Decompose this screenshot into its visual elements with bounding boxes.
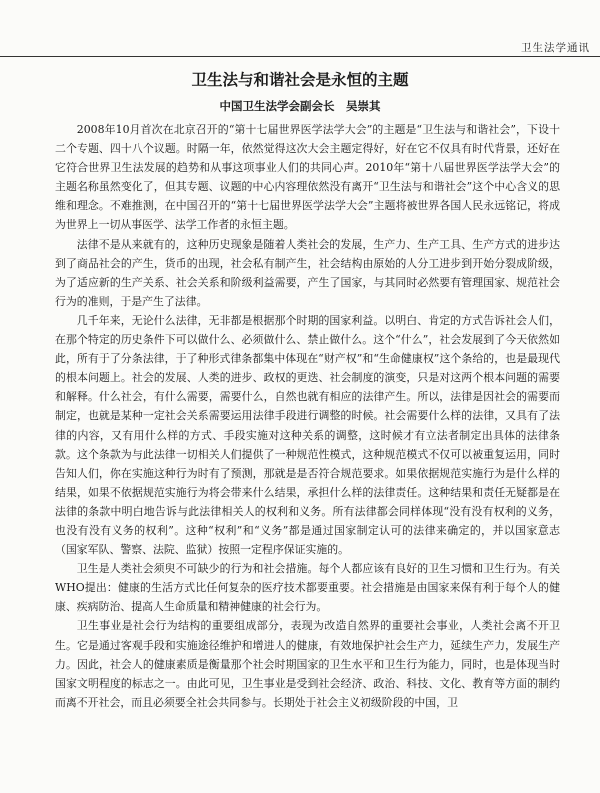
article-title: 卫生法与和谐社会是永恒的主题 <box>191 71 409 89</box>
paragraph: 法律不是从来就有的，这种历史现象是随着人类社会的发展，生产力、生产工具、生产方式的进步达到了商品社会的产生，货币的出现，社会私有制产生，社会结构由原始的人分工进步到开始分裂成阶级，为了适应新的生产关系、社会关系和阶级利益需要，产生了国家，与其同时必然要有管理国家、规范社会行为的准则，于是产生了法律。 <box>55 237 560 308</box>
paragraph: 2008年10月首次在北京召开的“第十七届世界医学法学大会”的主题是“卫生法与和谐社会”，下设十二个专题、四十八个议题。时隔一年，依然觉得这次大会主题定得好，好在它不仅具有时代背景，还好在它符合世界卫生法发展的趋势和从事这项事业人们的共同心声。2010年“第十八届世界医学法学大会”的主题名称虽然变化了，但其专题、议题的中心内容理依然没有离开“卫生法与和谐社会”这个中心含义的思维和理念。不难推测，在中国召开的“第十七届世界医学法学大会”主题将被世界各国人民永远铭记，将成为世界上一切从事医学、法学工作者的永恒主题。 <box>55 123 560 232</box>
header-divider <box>0 56 600 57</box>
paragraph: 卫生事业是社会行为结构的重要组成部分，表现为改造自然界的重要社会事业，人类社会离不开卫生。它是通过客观手段和实施途径维护和增进人的健康，有效地保护社会生产力，延续生产力，发展生产力。因此，社会人的健康素质是衡量那个社会时期国家的卫生水平和卫生行为能力，同时，也是体现当时国家文明程度的标志之一。由此可见，卫生事业是受到社会经济、政治、科技、文化、教育等方面的制约而离不开社会，而且必须要全社会共同参与。长期处于社会主义初级阶段的中国，卫 <box>55 619 560 709</box>
paragraph: 卫生是人类社会须臾不可缺少的行为和社会措施。每个人都应该有良好的卫生习惯和卫生行为。有关WHO提出：健康的生活方式比任何复杂的医疗技术都要重要。社会措施是由国家来保有利于每个人的健康、疾病防治、提高人生命质量和精神健康的社会行为。 <box>55 562 560 614</box>
article-body <box>55 120 560 712</box>
article-author: 中国卫生法学会副会长 吴崇其 <box>219 99 381 113</box>
journal-name: 卫生法学通讯 <box>521 42 590 54</box>
paragraph: 几千年来，无论什么法律，无非都是根据那个时期的国家利益。以明白、肯定的方式告诉社会人们，在那个特定的历史条件下可以做什么、必须做什么、禁止做什么。这个“什么”，社会发展到了今天依然如此，所有于了分条法律，于了种形式律条都集中体现在“财产权”和“生命健康权”这个条给的，也是最现代的根本问题上。社会的发展、人类的进步、政权的更迭、社会制度的演变，只是对这两个根本问题的需要和解释。什么社会，有什么需要，需要什么，自然也就有相应的法律产生。所以，法律是因社会的需要而制定，也就是某种一定社会关系需要运用法律手段进行调整的时候。社会需要什么样的法律，又具有了法律的内容，又有用什么样的方式、手段实施对这种关系的调整，这时候才有立法者制定出具体的法律条款。这个条款为与此法律一切相关人们提供了一种规范性模式，这种规范模式不仅可以被重复运用，同时告知人们，你在实施这种行为时有了预测，那就是是否符合规范要求。如果依据规范实施行为是什么样的结果，如果不依据规范实施行为将会带来什么结果，承担什么样的法律责任。这种结果和责任无疑都是在法律的条款中明白地告诉与此法律相关人的权利和义务。所有法律都会同样体现“没有没有权利的义务，也没有没有义务的权利”。这种“权利”和“义务”都是通过国家制定认可的法律来确定的，并以国家意志（国家军队、警察、法院、监狱）按照一定程序保证实施的。 <box>55 313 560 557</box>
